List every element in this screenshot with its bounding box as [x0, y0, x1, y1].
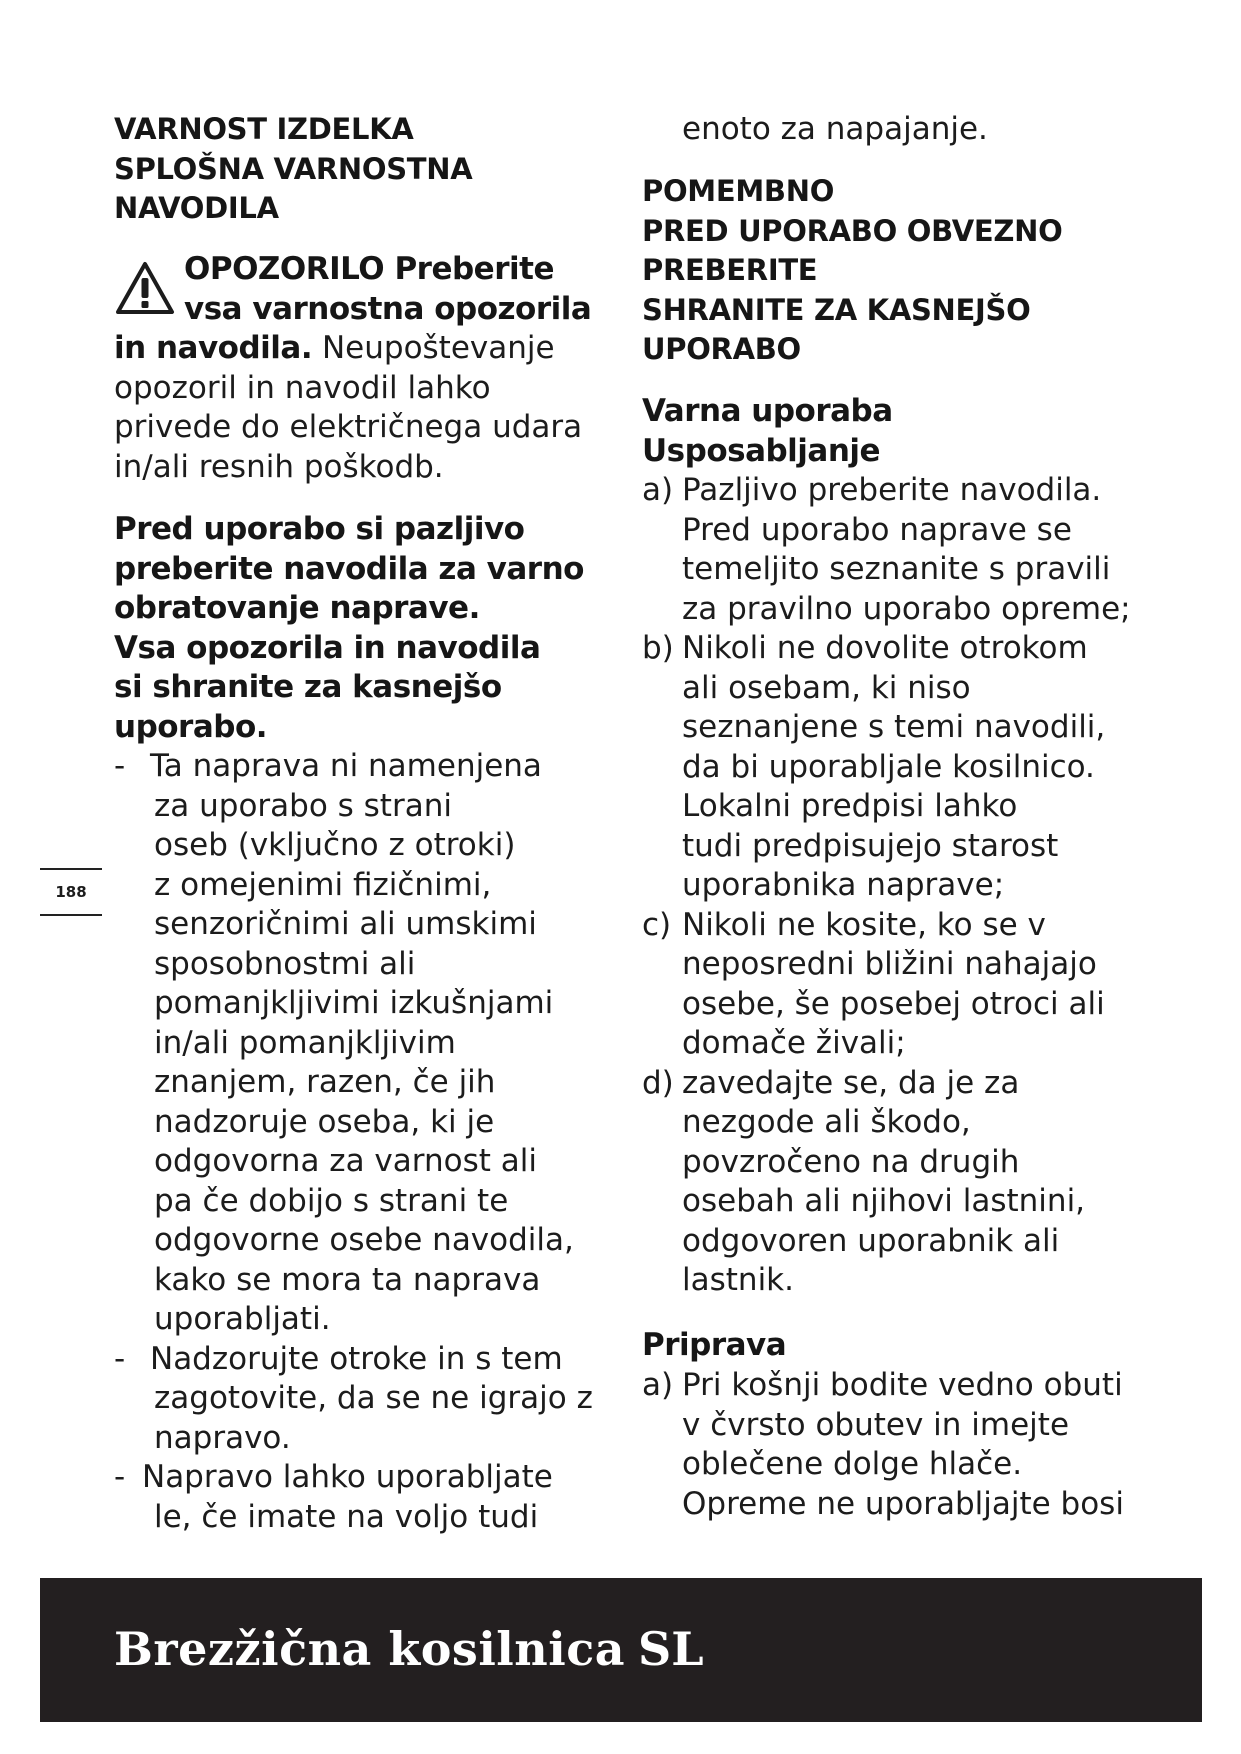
important-line: PREBERITE [642, 253, 818, 287]
list-item [642, 629, 1131, 669]
preparation-list [642, 1366, 1124, 1524]
footer-bar [40, 1578, 1202, 1722]
list-item-text: Nikoli ne dovolite otrokom [682, 630, 1088, 666]
list-item-text: seznanjene s temi navodili, [682, 709, 1106, 745]
list-item-text: Napravo lahko uporabljate [142, 1459, 553, 1495]
warning-bold-1: OPOZORILO Preberite [184, 251, 554, 287]
list-item-text: Pazljivo preberite navodila. [682, 472, 1102, 508]
bold-line: uporabo. [114, 708, 268, 745]
list-item-text: lastnik. [682, 1262, 794, 1298]
list-item [642, 1064, 1131, 1104]
bold-line: Pred uporabo si pazljivo [114, 511, 525, 547]
list-item-text: da bi uporabljale kosilnico. [682, 748, 1095, 785]
list-item-text: uporabnika naprave; [682, 867, 1005, 903]
list-item-text: le, če imate na voljo tudi [154, 1498, 539, 1535]
list-item-text: sposobnostmi ali [154, 945, 416, 982]
list-item [642, 906, 1131, 946]
list-item-text: Nadzorujte otroke in s tem [150, 1340, 563, 1377]
bold-instruction-block [114, 510, 584, 747]
section-title-safe-use [642, 392, 893, 471]
item-label: a) [642, 1367, 674, 1403]
heading-line: VARNOST IZDELKA [114, 112, 414, 146]
important-line: SHRANITE ZA KASNEJŠO [642, 292, 1031, 327]
list-item-text: oseb (vključno z otroki) [154, 827, 516, 863]
warning-line: privede do električnega udara [114, 409, 583, 445]
bold-line: Vsa opozorila in navodila [114, 629, 541, 666]
list-item-text: z omejenimi fizičnimi, [154, 866, 492, 903]
dash-marker: - [114, 1340, 126, 1377]
item-label: b) [642, 630, 674, 666]
list-item-text: in/ali pomanjkljivim [154, 1024, 456, 1061]
dash-marker: - [114, 748, 126, 784]
list-item-text: v čvrsto obutev in imejte [682, 1406, 1070, 1443]
list-item-text: napravo. [154, 1419, 291, 1456]
warning-bold-2: vsa varnostna opozorila [184, 290, 592, 327]
list-item-text: tudi predpisujejo starost [682, 827, 1059, 864]
list-item-text: povzročeno na drugih [682, 1143, 1020, 1180]
important-line: UPORABO [642, 332, 801, 366]
item-label: d) [642, 1064, 674, 1101]
section-heading [114, 110, 472, 229]
warning-bold-3: in navodila. [114, 330, 313, 366]
section-title-preparation: Priprava [642, 1327, 787, 1363]
list-item-text: za pravilno uporabo opreme; [682, 590, 1131, 627]
dash-marker: - [114, 1459, 126, 1495]
heading-line: SPLOŠNA VARNOSTNA [114, 151, 473, 186]
list-item [642, 1366, 1124, 1406]
list-item-text: odgovorna za varnost ali [154, 1143, 537, 1179]
section-title: Varna uporaba [642, 393, 893, 429]
list-item-text: domače živali; [682, 1025, 906, 1061]
list-item [114, 1340, 593, 1380]
list-item [114, 1458, 593, 1498]
list-item-text: osebah ali njihovi lastnini, [682, 1183, 1086, 1219]
list-item-text: odgovoren uporabnik ali [682, 1222, 1060, 1259]
list-item-text: Lokalni predpisi lahko [682, 788, 1018, 824]
list-item-text: znanjem, razen, če jih [154, 1064, 496, 1100]
item-label: a) [642, 472, 674, 508]
important-line: PRED UPORABO OBVEZNO [642, 213, 1063, 248]
list-item-text: Opreme ne uporabljajte bosi [682, 1485, 1124, 1522]
list-item-text: nezgode ali škodo, [682, 1104, 971, 1140]
list-item-text: ali osebam, ki niso [682, 669, 971, 706]
warning-line-3 [114, 329, 555, 369]
list-item-text: pomanjkljivimi izkušnjami [154, 985, 554, 1021]
bullet-list [114, 747, 593, 1537]
list-item-text: uporabljati. [154, 1301, 331, 1337]
important-line: POMEMBNO [642, 174, 835, 208]
list-item-text: odgovorne osebe navodila, [154, 1222, 574, 1258]
list-item-text: kako se mora ta naprava [154, 1261, 541, 1298]
warning-line: opozoril in navodil lahko [114, 369, 491, 406]
list-item-text: Nikoli ne kosite, ko se v [682, 906, 1046, 943]
bold-line: preberite navodila za varno [114, 550, 584, 587]
list-item-text: pa če dobijo s strani te [154, 1182, 509, 1219]
list-item-text: za uporabo s strani [154, 787, 452, 824]
list-item [642, 471, 1131, 511]
item-label: c) [642, 906, 672, 943]
important-heading [642, 172, 1062, 370]
footer-language: SL [638, 1622, 704, 1676]
warning-line: in/ali resnih poškodb. [114, 448, 444, 485]
footer-title: Brezžična kosilnica [114, 1622, 626, 1676]
list-item-text: temeljito seznanite s pravili [682, 551, 1111, 587]
list-item-text: Ta naprava ni namenjena [150, 748, 542, 784]
list-item-text: zagotovite, da se ne igrajo z [154, 1380, 593, 1416]
training-list [642, 471, 1131, 1301]
bold-line: obratovanje naprave. [114, 590, 480, 626]
page-number: 188 [40, 868, 102, 916]
list-item-text: zavedajte se, da je za [682, 1064, 1020, 1101]
list-item-text: neposredni bližini nahajajo [682, 946, 1097, 982]
heading-line: NAVODILA [114, 191, 279, 225]
bold-line: si shranite za kasnejšo [114, 669, 502, 705]
list-item [114, 747, 593, 787]
warning-text [114, 369, 582, 488]
warning-text-3: Neupoštevanje [312, 330, 555, 366]
list-item-text: Pri košnji bodite vedno obuti [682, 1367, 1123, 1403]
warning-triangle-icon [114, 260, 176, 316]
list-item-text: osebe, še posebej otroci ali [682, 985, 1105, 1022]
list-item-text: nadzoruje oseba, ki je [154, 1103, 495, 1140]
section-subtitle: Usposabljanje [642, 432, 881, 469]
list-item-text: Pred uporabo naprave se [682, 511, 1072, 548]
list-item-text: oblečene dolge hlače. [682, 1446, 1023, 1482]
list-item-text: senzoričnimi ali umskimi [154, 906, 537, 942]
continuation-text: enoto za napajanje. [682, 111, 988, 147]
